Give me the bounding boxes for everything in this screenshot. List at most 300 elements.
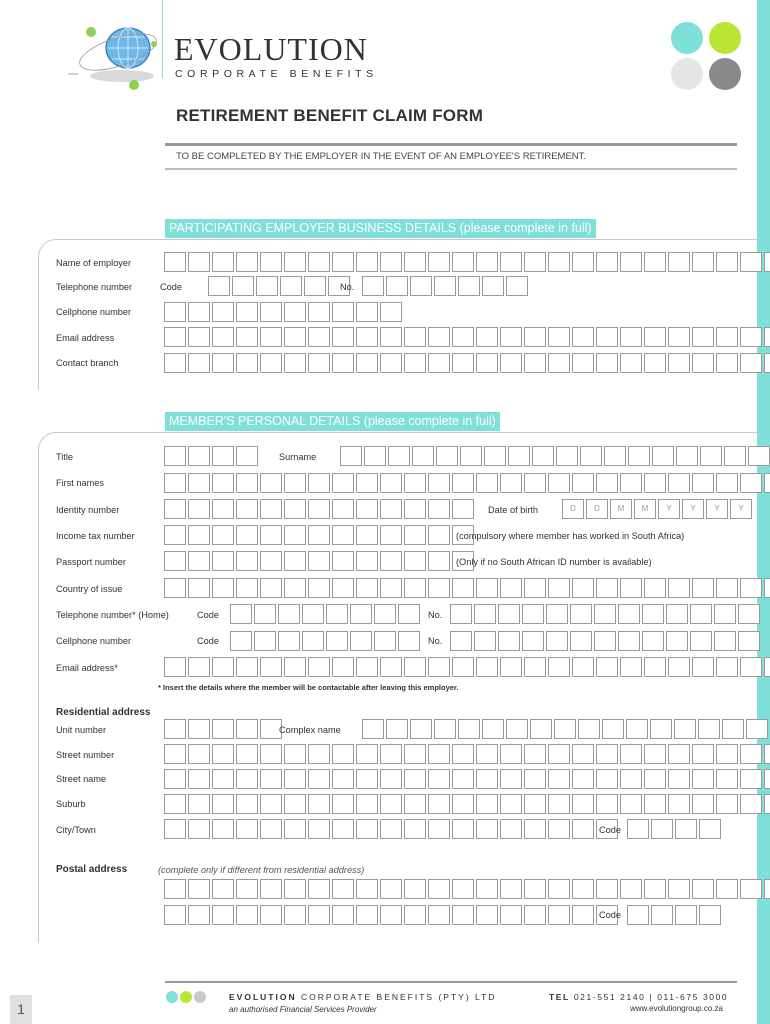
unit-field[interactable]	[164, 719, 284, 739]
char-box[interactable]	[404, 819, 426, 839]
char-box[interactable]	[284, 657, 306, 677]
char-box[interactable]	[350, 604, 372, 624]
char-box[interactable]	[524, 473, 546, 493]
char-box[interactable]	[260, 744, 282, 764]
char-box[interactable]	[626, 719, 648, 739]
dob-field[interactable]	[562, 499, 754, 519]
char-box[interactable]	[524, 905, 546, 925]
char-box[interactable]	[404, 353, 426, 373]
char-box[interactable]	[208, 276, 230, 296]
char-box[interactable]	[236, 879, 258, 899]
char-box[interactable]	[476, 769, 498, 789]
dob-char-box[interactable]: Y	[658, 499, 680, 519]
char-box[interactable]	[668, 769, 690, 789]
employer-email-field[interactable]	[164, 327, 770, 347]
char-box[interactable]	[380, 769, 402, 789]
char-box[interactable]	[572, 657, 594, 677]
char-box[interactable]	[476, 794, 498, 814]
char-box[interactable]	[476, 327, 498, 347]
char-box[interactable]	[212, 302, 234, 322]
char-box[interactable]	[332, 769, 354, 789]
char-box[interactable]	[716, 473, 738, 493]
char-box[interactable]	[404, 473, 426, 493]
char-box[interactable]	[764, 252, 770, 272]
char-box[interactable]	[374, 631, 396, 651]
char-box[interactable]	[332, 525, 354, 545]
city-code-field[interactable]	[627, 819, 723, 839]
char-box[interactable]	[188, 302, 210, 322]
char-box[interactable]	[452, 252, 474, 272]
char-box[interactable]	[230, 604, 252, 624]
char-box[interactable]	[714, 631, 736, 651]
char-box[interactable]	[644, 252, 666, 272]
char-box[interactable]	[620, 578, 642, 598]
char-box[interactable]	[740, 744, 762, 764]
member-email-field[interactable]	[164, 657, 770, 677]
char-box[interactable]	[764, 657, 770, 677]
char-box[interactable]	[308, 879, 330, 899]
char-box[interactable]	[570, 604, 592, 624]
char-box[interactable]	[236, 719, 258, 739]
dob-char-box[interactable]: Y	[682, 499, 704, 519]
char-box[interactable]	[716, 327, 738, 347]
char-box[interactable]	[620, 794, 642, 814]
char-box[interactable]	[212, 719, 234, 739]
char-box[interactable]	[668, 327, 690, 347]
char-box[interactable]	[308, 473, 330, 493]
char-box[interactable]	[500, 657, 522, 677]
char-box[interactable]	[332, 657, 354, 677]
char-box[interactable]	[230, 631, 252, 651]
char-box[interactable]	[572, 794, 594, 814]
char-box[interactable]	[380, 657, 402, 677]
char-box[interactable]	[428, 551, 450, 571]
char-box[interactable]	[212, 657, 234, 677]
char-box[interactable]	[388, 446, 410, 466]
char-box[interactable]	[164, 353, 186, 373]
postal-line1-field[interactable]	[164, 879, 770, 899]
char-box[interactable]	[236, 525, 258, 545]
char-box[interactable]	[692, 353, 714, 373]
title-field[interactable]	[164, 446, 260, 466]
char-box[interactable]	[692, 252, 714, 272]
char-box[interactable]	[188, 819, 210, 839]
char-box[interactable]	[356, 769, 378, 789]
dob-char-box[interactable]: Y	[706, 499, 728, 519]
char-box[interactable]	[676, 446, 698, 466]
char-box[interactable]	[332, 879, 354, 899]
char-box[interactable]	[284, 353, 306, 373]
char-box[interactable]	[428, 744, 450, 764]
char-box[interactable]	[572, 252, 594, 272]
char-box[interactable]	[380, 794, 402, 814]
char-box[interactable]	[627, 819, 649, 839]
char-box[interactable]	[164, 499, 186, 519]
char-box[interactable]	[212, 525, 234, 545]
char-box[interactable]	[332, 578, 354, 598]
char-box[interactable]	[164, 657, 186, 677]
char-box[interactable]	[596, 794, 618, 814]
char-box[interactable]	[548, 744, 570, 764]
char-box[interactable]	[500, 327, 522, 347]
char-box[interactable]	[356, 353, 378, 373]
char-box[interactable]	[620, 353, 642, 373]
char-box[interactable]	[308, 327, 330, 347]
char-box[interactable]	[474, 604, 496, 624]
char-box[interactable]	[740, 327, 762, 347]
char-box[interactable]	[644, 794, 666, 814]
tel-home-no-field[interactable]	[450, 604, 762, 624]
char-box[interactable]	[644, 473, 666, 493]
char-box[interactable]	[332, 551, 354, 571]
char-box[interactable]	[604, 446, 626, 466]
char-box[interactable]	[260, 657, 282, 677]
char-box[interactable]	[356, 302, 378, 322]
char-box[interactable]	[308, 525, 330, 545]
char-box[interactable]	[668, 353, 690, 373]
char-box[interactable]	[380, 473, 402, 493]
char-box[interactable]	[476, 252, 498, 272]
char-box[interactable]	[452, 657, 474, 677]
complex-field[interactable]	[362, 719, 770, 739]
char-box[interactable]	[692, 744, 714, 764]
char-box[interactable]	[308, 769, 330, 789]
char-box[interactable]	[548, 794, 570, 814]
char-box[interactable]	[596, 657, 618, 677]
char-box[interactable]	[452, 744, 474, 764]
char-box[interactable]	[332, 353, 354, 373]
char-box[interactable]	[644, 769, 666, 789]
char-box[interactable]	[596, 744, 618, 764]
char-box[interactable]	[436, 446, 458, 466]
char-box[interactable]	[308, 302, 330, 322]
char-box[interactable]	[236, 657, 258, 677]
char-box[interactable]	[498, 631, 520, 651]
char-box[interactable]	[668, 657, 690, 677]
char-box[interactable]	[254, 604, 276, 624]
char-box[interactable]	[764, 473, 770, 493]
char-box[interactable]	[450, 604, 472, 624]
char-box[interactable]	[164, 794, 186, 814]
char-box[interactable]	[188, 353, 210, 373]
char-box[interactable]	[380, 819, 402, 839]
char-box[interactable]	[620, 744, 642, 764]
char-box[interactable]	[164, 551, 186, 571]
char-box[interactable]	[410, 276, 432, 296]
char-box[interactable]	[356, 499, 378, 519]
char-box[interactable]	[260, 327, 282, 347]
char-box[interactable]	[212, 473, 234, 493]
char-box[interactable]	[356, 744, 378, 764]
char-box[interactable]	[620, 327, 642, 347]
char-box[interactable]	[675, 905, 697, 925]
char-box[interactable]	[620, 473, 642, 493]
char-box[interactable]	[572, 578, 594, 598]
char-box[interactable]	[746, 719, 768, 739]
char-box[interactable]	[668, 879, 690, 899]
char-box[interactable]	[618, 604, 640, 624]
char-box[interactable]	[304, 276, 326, 296]
char-box[interactable]	[692, 657, 714, 677]
char-box[interactable]	[524, 578, 546, 598]
char-box[interactable]	[308, 353, 330, 373]
char-box[interactable]	[188, 719, 210, 739]
char-box[interactable]	[450, 631, 472, 651]
char-box[interactable]	[188, 327, 210, 347]
employer-telephone-code-field[interactable]	[208, 276, 355, 296]
char-box[interactable]	[428, 525, 450, 545]
char-box[interactable]	[500, 353, 522, 373]
char-box[interactable]	[460, 446, 482, 466]
char-box[interactable]	[188, 794, 210, 814]
char-box[interactable]	[452, 499, 474, 519]
char-box[interactable]	[500, 578, 522, 598]
char-box[interactable]	[236, 353, 258, 373]
char-box[interactable]	[548, 769, 570, 789]
char-box[interactable]	[308, 499, 330, 519]
char-box[interactable]	[508, 446, 530, 466]
member-cellphone-no-field[interactable]	[450, 631, 762, 651]
char-box[interactable]	[764, 353, 770, 373]
char-box[interactable]	[284, 744, 306, 764]
char-box[interactable]	[380, 499, 402, 519]
char-box[interactable]	[188, 525, 210, 545]
char-box[interactable]	[164, 819, 186, 839]
char-box[interactable]	[188, 252, 210, 272]
char-box[interactable]	[380, 879, 402, 899]
char-box[interactable]	[722, 719, 744, 739]
char-box[interactable]	[738, 631, 760, 651]
char-box[interactable]	[212, 905, 234, 925]
char-box[interactable]	[428, 473, 450, 493]
char-box[interactable]	[164, 473, 186, 493]
char-box[interactable]	[740, 252, 762, 272]
char-box[interactable]	[620, 879, 642, 899]
char-box[interactable]	[530, 719, 552, 739]
char-box[interactable]	[572, 353, 594, 373]
char-box[interactable]	[356, 473, 378, 493]
char-box[interactable]	[716, 744, 738, 764]
char-box[interactable]	[642, 631, 664, 651]
char-box[interactable]	[620, 252, 642, 272]
char-box[interactable]	[428, 794, 450, 814]
char-box[interactable]	[404, 794, 426, 814]
char-box[interactable]	[524, 744, 546, 764]
char-box[interactable]	[452, 327, 474, 347]
char-box[interactable]	[476, 353, 498, 373]
char-box[interactable]	[716, 879, 738, 899]
char-box[interactable]	[236, 302, 258, 322]
char-box[interactable]	[284, 819, 306, 839]
char-box[interactable]	[278, 631, 300, 651]
char-box[interactable]	[740, 657, 762, 677]
char-box[interactable]	[164, 905, 186, 925]
char-box[interactable]	[380, 353, 402, 373]
char-box[interactable]	[356, 819, 378, 839]
char-box[interactable]	[356, 578, 378, 598]
char-box[interactable]	[500, 252, 522, 272]
char-box[interactable]	[164, 744, 186, 764]
char-box[interactable]	[692, 794, 714, 814]
char-box[interactable]	[380, 327, 402, 347]
char-box[interactable]	[260, 578, 282, 598]
char-box[interactable]	[500, 473, 522, 493]
char-box[interactable]	[596, 327, 618, 347]
char-box[interactable]	[254, 631, 276, 651]
char-box[interactable]	[500, 879, 522, 899]
char-box[interactable]	[284, 525, 306, 545]
char-box[interactable]	[308, 578, 330, 598]
char-box[interactable]	[356, 879, 378, 899]
char-box[interactable]	[164, 302, 186, 322]
char-box[interactable]	[386, 719, 408, 739]
char-box[interactable]	[404, 769, 426, 789]
char-box[interactable]	[618, 631, 640, 651]
char-box[interactable]	[284, 794, 306, 814]
char-box[interactable]	[602, 719, 624, 739]
char-box[interactable]	[236, 327, 258, 347]
char-box[interactable]	[164, 578, 186, 598]
char-box[interactable]	[188, 905, 210, 925]
char-box[interactable]	[236, 794, 258, 814]
tel-home-code-field[interactable]	[230, 604, 422, 624]
char-box[interactable]	[506, 276, 528, 296]
char-box[interactable]	[740, 794, 762, 814]
char-box[interactable]	[308, 819, 330, 839]
char-box[interactable]	[284, 769, 306, 789]
char-box[interactable]	[666, 604, 688, 624]
char-box[interactable]	[452, 879, 474, 899]
char-box[interactable]	[188, 499, 210, 519]
char-box[interactable]	[428, 819, 450, 839]
char-box[interactable]	[236, 578, 258, 598]
char-box[interactable]	[428, 327, 450, 347]
char-box[interactable]	[524, 327, 546, 347]
char-box[interactable]	[554, 719, 576, 739]
street-name-field[interactable]	[164, 769, 770, 789]
char-box[interactable]	[596, 252, 618, 272]
char-box[interactable]	[651, 905, 673, 925]
char-box[interactable]	[398, 631, 420, 651]
char-box[interactable]	[740, 473, 762, 493]
char-box[interactable]	[332, 819, 354, 839]
char-box[interactable]	[716, 794, 738, 814]
char-box[interactable]	[356, 794, 378, 814]
char-box[interactable]	[256, 276, 278, 296]
dob-char-box[interactable]: Y	[730, 499, 752, 519]
char-box[interactable]	[452, 819, 474, 839]
char-box[interactable]	[428, 353, 450, 373]
char-box[interactable]	[260, 879, 282, 899]
char-box[interactable]	[326, 604, 348, 624]
char-box[interactable]	[260, 353, 282, 373]
char-box[interactable]	[548, 252, 570, 272]
char-box[interactable]	[380, 551, 402, 571]
char-box[interactable]	[764, 578, 770, 598]
char-box[interactable]	[620, 769, 642, 789]
char-box[interactable]	[716, 252, 738, 272]
char-box[interactable]	[188, 578, 210, 598]
char-box[interactable]	[570, 631, 592, 651]
char-box[interactable]	[260, 473, 282, 493]
char-box[interactable]	[476, 905, 498, 925]
char-box[interactable]	[404, 551, 426, 571]
char-box[interactable]	[410, 719, 432, 739]
char-box[interactable]	[212, 353, 234, 373]
char-box[interactable]	[482, 276, 504, 296]
char-box[interactable]	[212, 446, 234, 466]
dob-char-box[interactable]: D	[586, 499, 608, 519]
char-box[interactable]	[356, 525, 378, 545]
char-box[interactable]	[236, 744, 258, 764]
char-box[interactable]	[236, 905, 258, 925]
dob-char-box[interactable]: D	[562, 499, 584, 519]
char-box[interactable]	[548, 905, 570, 925]
char-box[interactable]	[524, 879, 546, 899]
char-box[interactable]	[332, 327, 354, 347]
street-number-field[interactable]	[164, 744, 770, 764]
char-box[interactable]	[668, 252, 690, 272]
char-box[interactable]	[386, 276, 408, 296]
char-box[interactable]	[260, 302, 282, 322]
char-box[interactable]	[260, 819, 282, 839]
char-box[interactable]	[380, 744, 402, 764]
char-box[interactable]	[284, 473, 306, 493]
char-box[interactable]	[644, 744, 666, 764]
char-box[interactable]	[260, 905, 282, 925]
char-box[interactable]	[548, 819, 570, 839]
char-box[interactable]	[212, 744, 234, 764]
char-box[interactable]	[284, 302, 306, 322]
char-box[interactable]	[284, 551, 306, 571]
char-box[interactable]	[484, 446, 506, 466]
char-box[interactable]	[362, 276, 384, 296]
char-box[interactable]	[524, 657, 546, 677]
char-box[interactable]	[572, 905, 594, 925]
char-box[interactable]	[644, 578, 666, 598]
char-box[interactable]	[764, 794, 770, 814]
char-box[interactable]	[652, 446, 674, 466]
char-box[interactable]	[500, 769, 522, 789]
char-box[interactable]	[236, 252, 258, 272]
char-box[interactable]	[452, 353, 474, 373]
char-box[interactable]	[284, 327, 306, 347]
char-box[interactable]	[668, 578, 690, 598]
char-box[interactable]	[740, 769, 762, 789]
char-box[interactable]	[434, 719, 456, 739]
char-box[interactable]	[302, 604, 324, 624]
char-box[interactable]	[404, 657, 426, 677]
char-box[interactable]	[332, 499, 354, 519]
char-box[interactable]	[380, 578, 402, 598]
char-box[interactable]	[692, 879, 714, 899]
char-box[interactable]	[428, 657, 450, 677]
char-box[interactable]	[362, 719, 384, 739]
char-box[interactable]	[232, 276, 254, 296]
char-box[interactable]	[236, 499, 258, 519]
char-box[interactable]	[332, 794, 354, 814]
char-box[interactable]	[332, 473, 354, 493]
char-box[interactable]	[284, 879, 306, 899]
char-box[interactable]	[548, 578, 570, 598]
char-box[interactable]	[642, 604, 664, 624]
char-box[interactable]	[668, 473, 690, 493]
char-box[interactable]	[675, 819, 697, 839]
surname-field[interactable]	[340, 446, 770, 466]
char-box[interactable]	[428, 879, 450, 899]
char-box[interactable]	[428, 578, 450, 598]
char-box[interactable]	[308, 657, 330, 677]
